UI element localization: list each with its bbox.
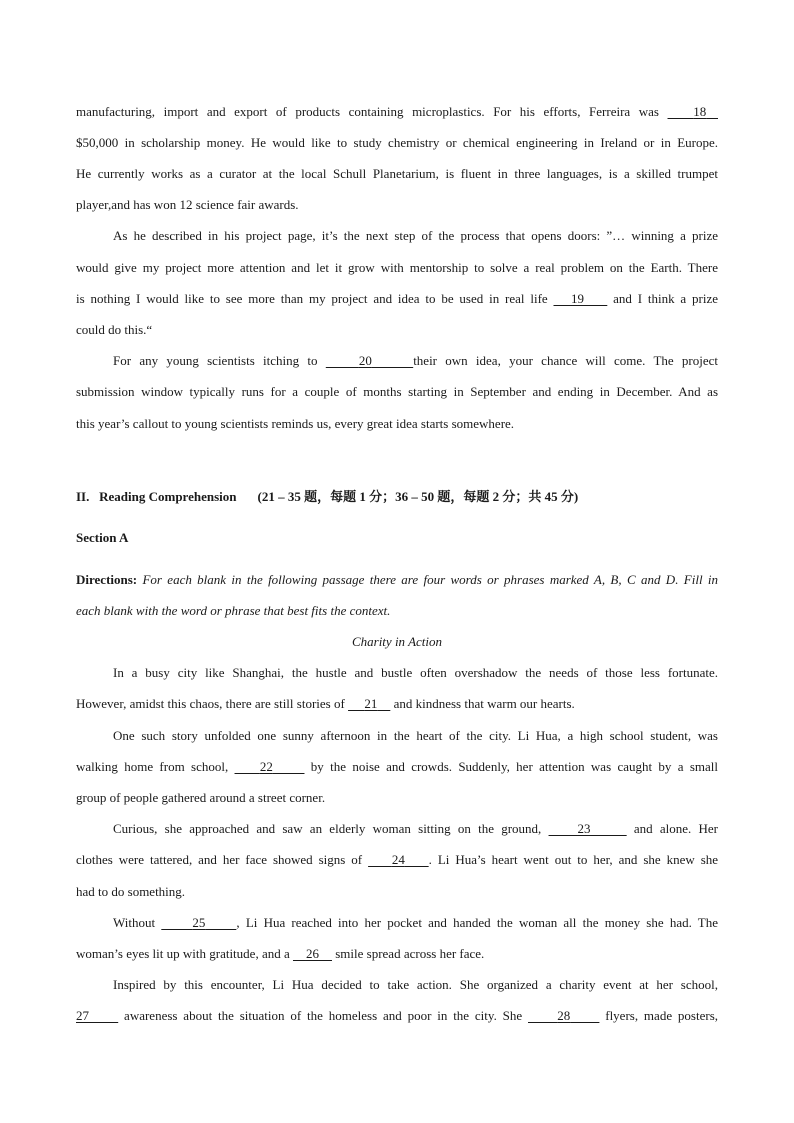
blank-20: 20: [358, 353, 372, 368]
text-line: had to do something.: [76, 884, 186, 899]
blank-18: 18: [693, 104, 707, 119]
text-line: woman’s eyes lit up with gratitude, and a 26 smile spread across her face.: [76, 946, 485, 961]
section-a-heading: Section A: [76, 530, 129, 545]
text-span: manufacturing, import and export of products containing microplastics. For his efforts, Ferreira was: [76, 104, 668, 119]
text-line: As he described in his project page, it’s the next step of the process that opens doors: ”… winning a prize: [113, 228, 718, 243]
directions: Directions: For each blank in the following passage there are four words or phrases marked A, B, C and D. Fill in: [76, 572, 718, 587]
text-line: Curious, she approached and saw an elderly woman sitting on the ground, 23 and alone. Her: [113, 821, 719, 836]
text-line: However, amidst this chaos, there are still stories of 21 and kindness that warm our hearts.: [76, 696, 575, 711]
directions-line-2: each blank with the word or phrase that best fits the context.: [76, 603, 391, 618]
text-line: $50,000 in scholarship money. He would like to study chemistry or chemical engineering in Ireland or in Europe.: [76, 135, 718, 150]
text-line: is nothing I would like to see more than my project and idea to be used in real life 19 and I think a prize: [76, 291, 719, 306]
text-line: group of people gathered around a street corner.: [76, 790, 326, 805]
blank-24: 24: [391, 852, 405, 867]
text-line: walking home from school, 22 by the noise and crowds. Suddenly, her attention was caught by a small: [76, 759, 719, 774]
text-line: player,and has won 12 science fair awards.: [76, 197, 299, 212]
blank-25: 25: [192, 915, 206, 930]
blank-27: 27: [76, 1008, 89, 1023]
text-line: For any young scientists itching to 20 their own idea, your chance will come. The project: [113, 353, 719, 368]
text-line: could do this.“: [76, 322, 153, 337]
text-line: [76, 104, 718, 120]
blank-22: 22: [259, 759, 273, 774]
text-line: this year’s callout to young scientists reminds us, every great idea starts somewhere.: [76, 416, 515, 431]
text-line: In a busy city like Shanghai, the hustle and bustle often overshadow the needs of those less fortunate.: [113, 665, 718, 680]
text-line: clothes were tattered, and her face showed signs of 24 . Li Hua’s heart went out to her, and she knew she: [76, 852, 719, 867]
blank-23: 23: [577, 821, 591, 836]
blank-19: 19: [570, 291, 584, 306]
text-line: He currently works as a curator at the local Schull Planetarium, is fluent in three languages, is a skilled trumpet: [76, 166, 718, 181]
passage-title: Charity in Action: [351, 634, 443, 649]
blank-26: 26: [305, 946, 319, 961]
text-line: Without 25 , Li Hua reached into her pocket and handed the woman all the money she had. The: [113, 915, 719, 930]
blank-28: 28: [557, 1008, 571, 1023]
text-line: would give my project more attention and let it grow with mentorship to solve a real problem on the Earth. There: [76, 260, 718, 275]
blank-21: 21: [364, 696, 378, 711]
text-line: One such story unfolded one sunny afternoon in the heart of the city. Li Hua, a high school student, was: [113, 728, 718, 743]
text-line: Inspired by this encounter, Li Hua decided to take action. She organized a charity event at her school,: [113, 977, 718, 992]
text-line: 27 awareness about the situation of the homeless and poor in the city. She 28 flyers, made posters,: [76, 1008, 719, 1023]
text-line: submission window typically runs for a couple of months starting in September and ending in December. And as: [76, 384, 718, 399]
section-heading: II. Reading Comprehension (21 – 35 题，每题 1 分；36 – 50 题，每题 2 分；共 45 分): [76, 489, 579, 504]
